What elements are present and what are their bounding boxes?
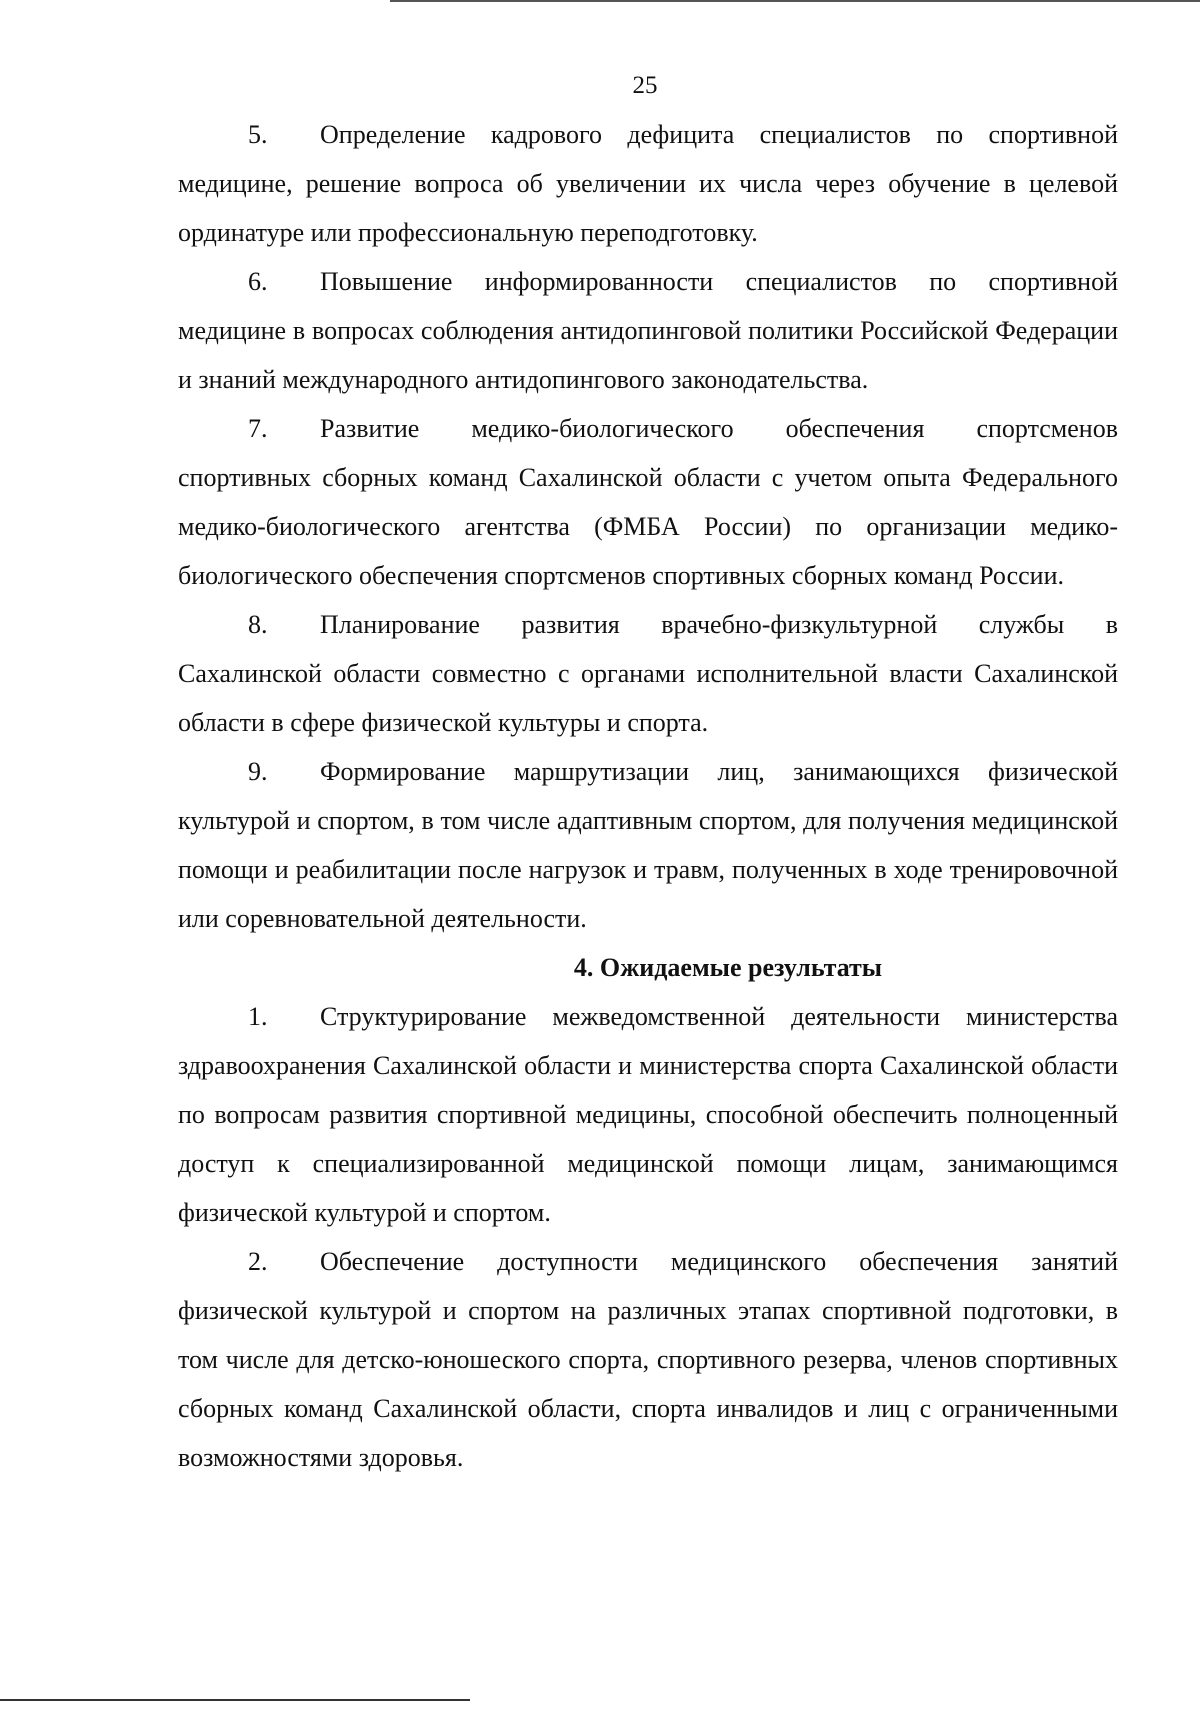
list-item-text: Структурирование межведомственной деятельности министерства здравоохранения Сахалинской области и министерства спорта Сахалинской области по вопросам развития спортивной медицины, способной обеспечить полноценный доступ к специализированной медицинской помощи лицам, занимающимся физической культурой и спортом. [178,1002,1118,1227]
document-body [178,110,1118,1482]
page-number: 25 [632,72,658,99]
scan-edge-line-top [390,0,1200,2]
list-item-number: 9. [248,757,268,786]
list-item-text: Планирование развития врачебно-физкультурной службы в Сахалинской области совместно с органами исполнительной власти Сахалинской области в сфере физической культуры и спорта. [178,610,1118,737]
list-item-6 [178,257,1118,404]
list-item-text: Развитие медико-биологического обеспечения спортсменов спортивных сборных команд Сахалинской области с учетом опыта Федерального медико-биологического агентства (ФМБА России) по организации медико-биологического обеспечения спортсменов спортивных сборных команд России. [178,414,1118,590]
list-item-text: Формирование маршрутизации лиц, занимающихся физической культурой и спортом, в том числе адаптивным спортом, для получения медицинской помощи и реабилитации после нагрузок и травм, полученных в ходе тренировочной или соревновательной деятельности. [178,757,1118,933]
list-item-8 [178,600,1118,747]
list-item-7 [178,404,1118,600]
list-item-text: Повышение информированности специалистов по спортивной медицине в вопросах соблюдения антидопинговой политики Российской Федерации и знаний международного антидопингового законодательства. [178,267,1118,394]
list-item-number: 7. [248,414,268,443]
list-item-text: Определение кадрового дефицита специалистов по спортивной медицине, решение вопроса об увеличении их числа через обучение в целевой ординатуре или профессиональную переподготовку. [178,120,1118,247]
list-item-number: 6. [248,267,268,296]
list-item-5 [178,110,1118,257]
scan-edge-line-bottom [0,1699,470,1701]
list-item-number: 5. [248,120,268,149]
list-item-9 [178,747,1118,943]
list-item-text: Обеспечение доступности медицинского обеспечения занятий физической культурой и спортом на различных этапах спортивной подготовки, в том числе для детско-юношеского спорта, спортивного резерва, членов спортивных сборных команд Сахалинской области, спорта инвалидов и лиц с ограниченными возможностями здоровья. [178,1247,1118,1472]
list-item-number: 8. [248,610,268,639]
list-item-number: 2. [248,1247,268,1276]
section-heading: 4. Ожидаемые результаты [573,953,883,982]
result-item-2 [178,1237,1118,1482]
result-item-1 [178,992,1118,1237]
list-item-number: 1. [248,1002,268,1031]
